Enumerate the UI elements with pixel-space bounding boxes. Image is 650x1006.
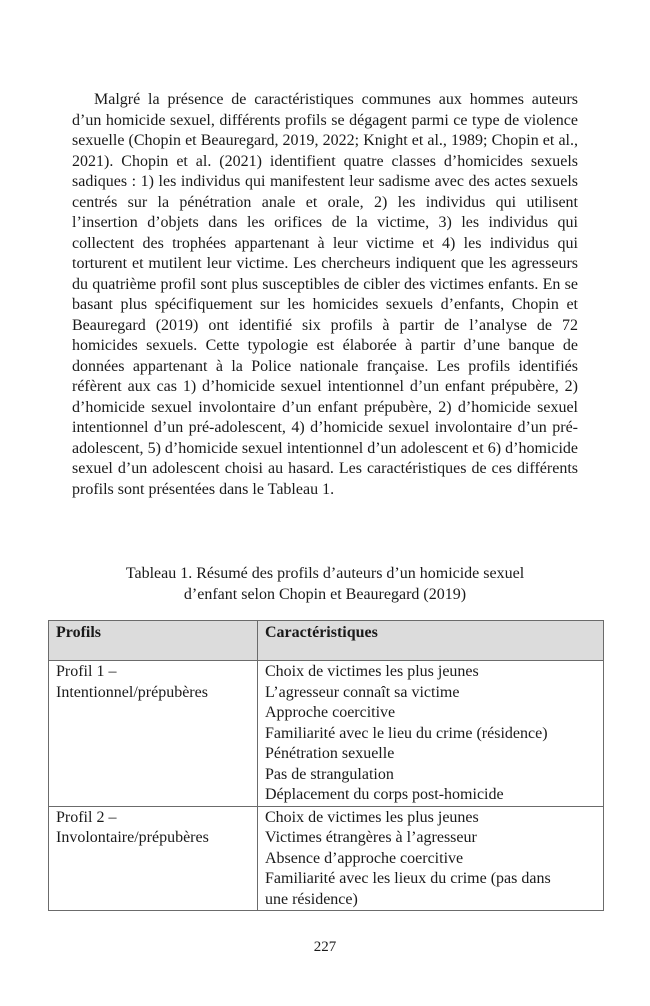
table-row <box>49 806 604 911</box>
profile-type: Involontaire/prépubères <box>56 829 209 846</box>
table-caption-line-2: d’enfant selon Chopin et Beauregard (2019) <box>183 585 467 603</box>
table-caption-line-1: Tableau 1. Résumé des profils d’auteurs d’un homicide sexuel <box>125 565 525 582</box>
profile-cell <box>49 661 258 807</box>
profiles-table <box>48 620 604 911</box>
characteristic-item: Approche coercitive <box>265 704 396 721</box>
page-number: 227 <box>313 939 337 955</box>
profile-number: Profil 2 – <box>56 808 117 826</box>
characteristic-item: Absence d’approche coercitive <box>265 849 464 867</box>
table-body <box>49 661 604 911</box>
header-profils: Profils <box>49 621 258 661</box>
table-header-row <box>49 621 604 661</box>
characteristics-cell <box>258 806 604 911</box>
profile-type: Intentionnel/prépubères <box>56 683 208 701</box>
characteristic-item: Familiarité avec les lieux du crime (pas dans <box>265 870 551 887</box>
characteristic-item: Victimes étrangères à l’agresseur <box>265 829 477 846</box>
header-caracteristiques: Caractéristiques <box>258 621 604 661</box>
characteristic-item: Familiarité avec le lieu du crime (résidence) <box>265 724 548 742</box>
profile-number: Profil 1 – <box>56 663 117 680</box>
body-paragraph: Malgré la présence de caractéristiques communes aux hommes auteurs d’un homicide sexuel, différents profils se dégagent parmi ce type de violence sexuelle (Chopin et Beauregard, 2019, 2022; Knight et al., 1989; Chopin et al., 2021). Chopin et al. (2021) identifient quatre classes d’homicides sexuels sadiques : 1) les individus qui manifestent leur sadisme avec des actes sexuels centrés sur la pénétration anale et orale, 2) les individus qui utilisent l’insertion d’objets dans les orifices de la victime, 3) les individus qui collectent des trophées appartenant à leur victime et 4) les individus qui torturent et mutilent leur victime. Les chercheurs indiquent que les agresseurs du quatrième profil sont plus susceptibles de cibler des victimes enfants. En se basant plus spécifiquement sur les homicides sexuels d’enfants, Chopin et Beauregard (2019) ont identifié six profils à partir de l’analyse de 72 homicides sexuels. Cette typologie est élaborée à partir d’une banque de données appartenant à la Police nationale française. Les profils identifiés réfèrent aux cas 1) d’homicide sexuel intentionnel d’un enfant prépubère, 2) d’homicide sexuel involontaire d’un enfant prépubère, 2) d’homicide sexuel intentionnel d’un pré-adolescent, 4) d’homicide sexuel involontaire d’un pré-adolescent, 5) d’homicide sexuel intentionnel d’un adolescent et 6) d’homicide sexuel d’un adolescent choisi au hasard. Les caractéristiques de ces différents profils sont présentées dans le Tableau 1. <box>72 91 578 498</box>
table-caption <box>60 564 590 605</box>
characteristic-item: une résidence) <box>265 890 358 908</box>
characteristic-item: Pénétration sexuelle <box>265 745 395 762</box>
characteristics-cell <box>258 661 604 807</box>
characteristic-item: Choix de victimes les plus jeunes <box>265 663 479 680</box>
characteristic-item: L’agresseur connaît sa victime <box>265 683 460 701</box>
characteristic-item: Choix de victimes les plus jeunes <box>265 808 479 826</box>
characteristic-item: Déplacement du corps post-homicide <box>265 786 504 803</box>
profile-cell <box>49 806 258 911</box>
characteristic-item: Pas de strangulation <box>265 765 394 783</box>
table-header <box>49 621 604 661</box>
table-row <box>49 661 604 807</box>
